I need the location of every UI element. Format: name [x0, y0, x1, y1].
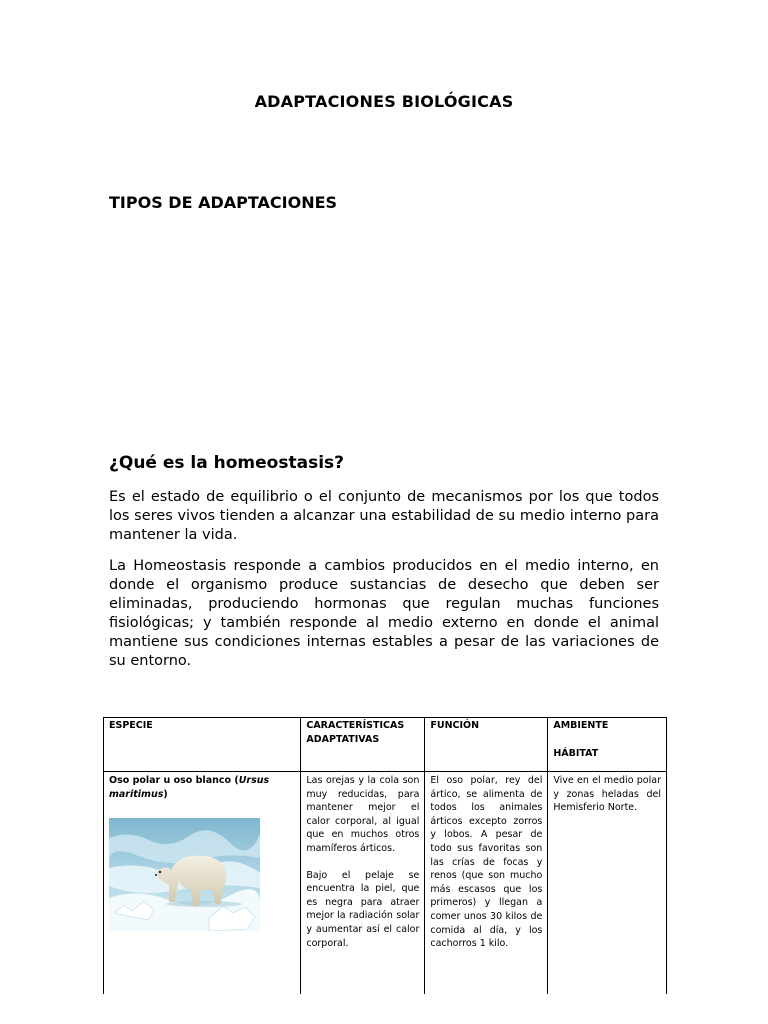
header-caracteristicas-line2: ADAPTATIVAS — [306, 733, 380, 745]
header-especie-label: ESPECIE — [109, 720, 153, 731]
document-title: ADAPTACIONES BIOLÓGICAS — [254, 92, 514, 111]
caracteristicas-paragraph-2: Bajo el pelaje se encuentra la piel, que es negra para atraer mejor la radiación solar y aumentar así el calor corporal. — [306, 869, 420, 949]
cell-funcion — [425, 772, 548, 995]
paragraph-definition: Es el estado de equilibrio o el conjunto de mecanismos por los que todos los seres vivos tienden a alcanzar una estabilidad de su medio interno para mantener la vida. — [109, 489, 659, 543]
adaptations-table — [103, 717, 667, 994]
header-caracteristicas-line1: CARACTERÍSTICAS — [306, 720, 405, 731]
header-funcion-label: FUNCIÓN — [430, 720, 480, 731]
cell-species — [104, 772, 301, 995]
caracteristicas-paragraph-1: Las orejas y la cola son muy reducidas, para mantener mejor el calor corporal, al igual que en muchos otros mamíferos árticos. — [306, 775, 420, 854]
header-caracteristicas — [301, 718, 425, 772]
ambiente-text: Vive en el medio polar y zonas heladas del Hemisferio Norte. — [553, 775, 661, 814]
section-heading: TIPOS DE ADAPTACIONES — [109, 193, 338, 212]
header-ambiente — [548, 718, 667, 772]
question-heading: ¿Qué es la homeostasis? — [109, 453, 344, 473]
cell-caracteristicas — [301, 772, 425, 995]
header-funcion — [425, 718, 548, 772]
funcion-text: El oso polar, rey del ártico, se alimenta de todos los animales árticos excepto zorros y lobos. A pesar de todo sus favoritas son las crías de focas y renos (que son mucho más escasos que los primeros) y llegan a comer unos 30 kilos de comida al día, y los cachorros 1 kilo. — [430, 775, 543, 950]
species-close-paren: ) — [163, 788, 168, 800]
species-name — [109, 774, 295, 801]
species-scientific-name: Ursus maritimus — [109, 775, 270, 800]
species-common-name: Oso polar u oso blanco ( — [109, 775, 239, 786]
cell-ambiente — [548, 772, 667, 995]
polar-bear-photo — [109, 818, 260, 931]
table-row — [104, 772, 667, 995]
header-especie — [104, 718, 301, 772]
table-header-row — [104, 718, 667, 772]
header-ambiente-label: AMBIENTE — [553, 720, 609, 731]
header-habitat-label: HÁBITAT — [553, 747, 599, 759]
paragraph-homeostasis: La Homeostasis responde a cambios producidos en el medio interno, en donde el organismo produce sustancias de desecho que deben ser eliminadas, produciendo hormonas que regulan muchas funciones fisiológicas; y también responde al medio externo en donde el animal mantiene sus condiciones internas estables a pesar de las variaciones de su entorno. — [109, 558, 659, 669]
